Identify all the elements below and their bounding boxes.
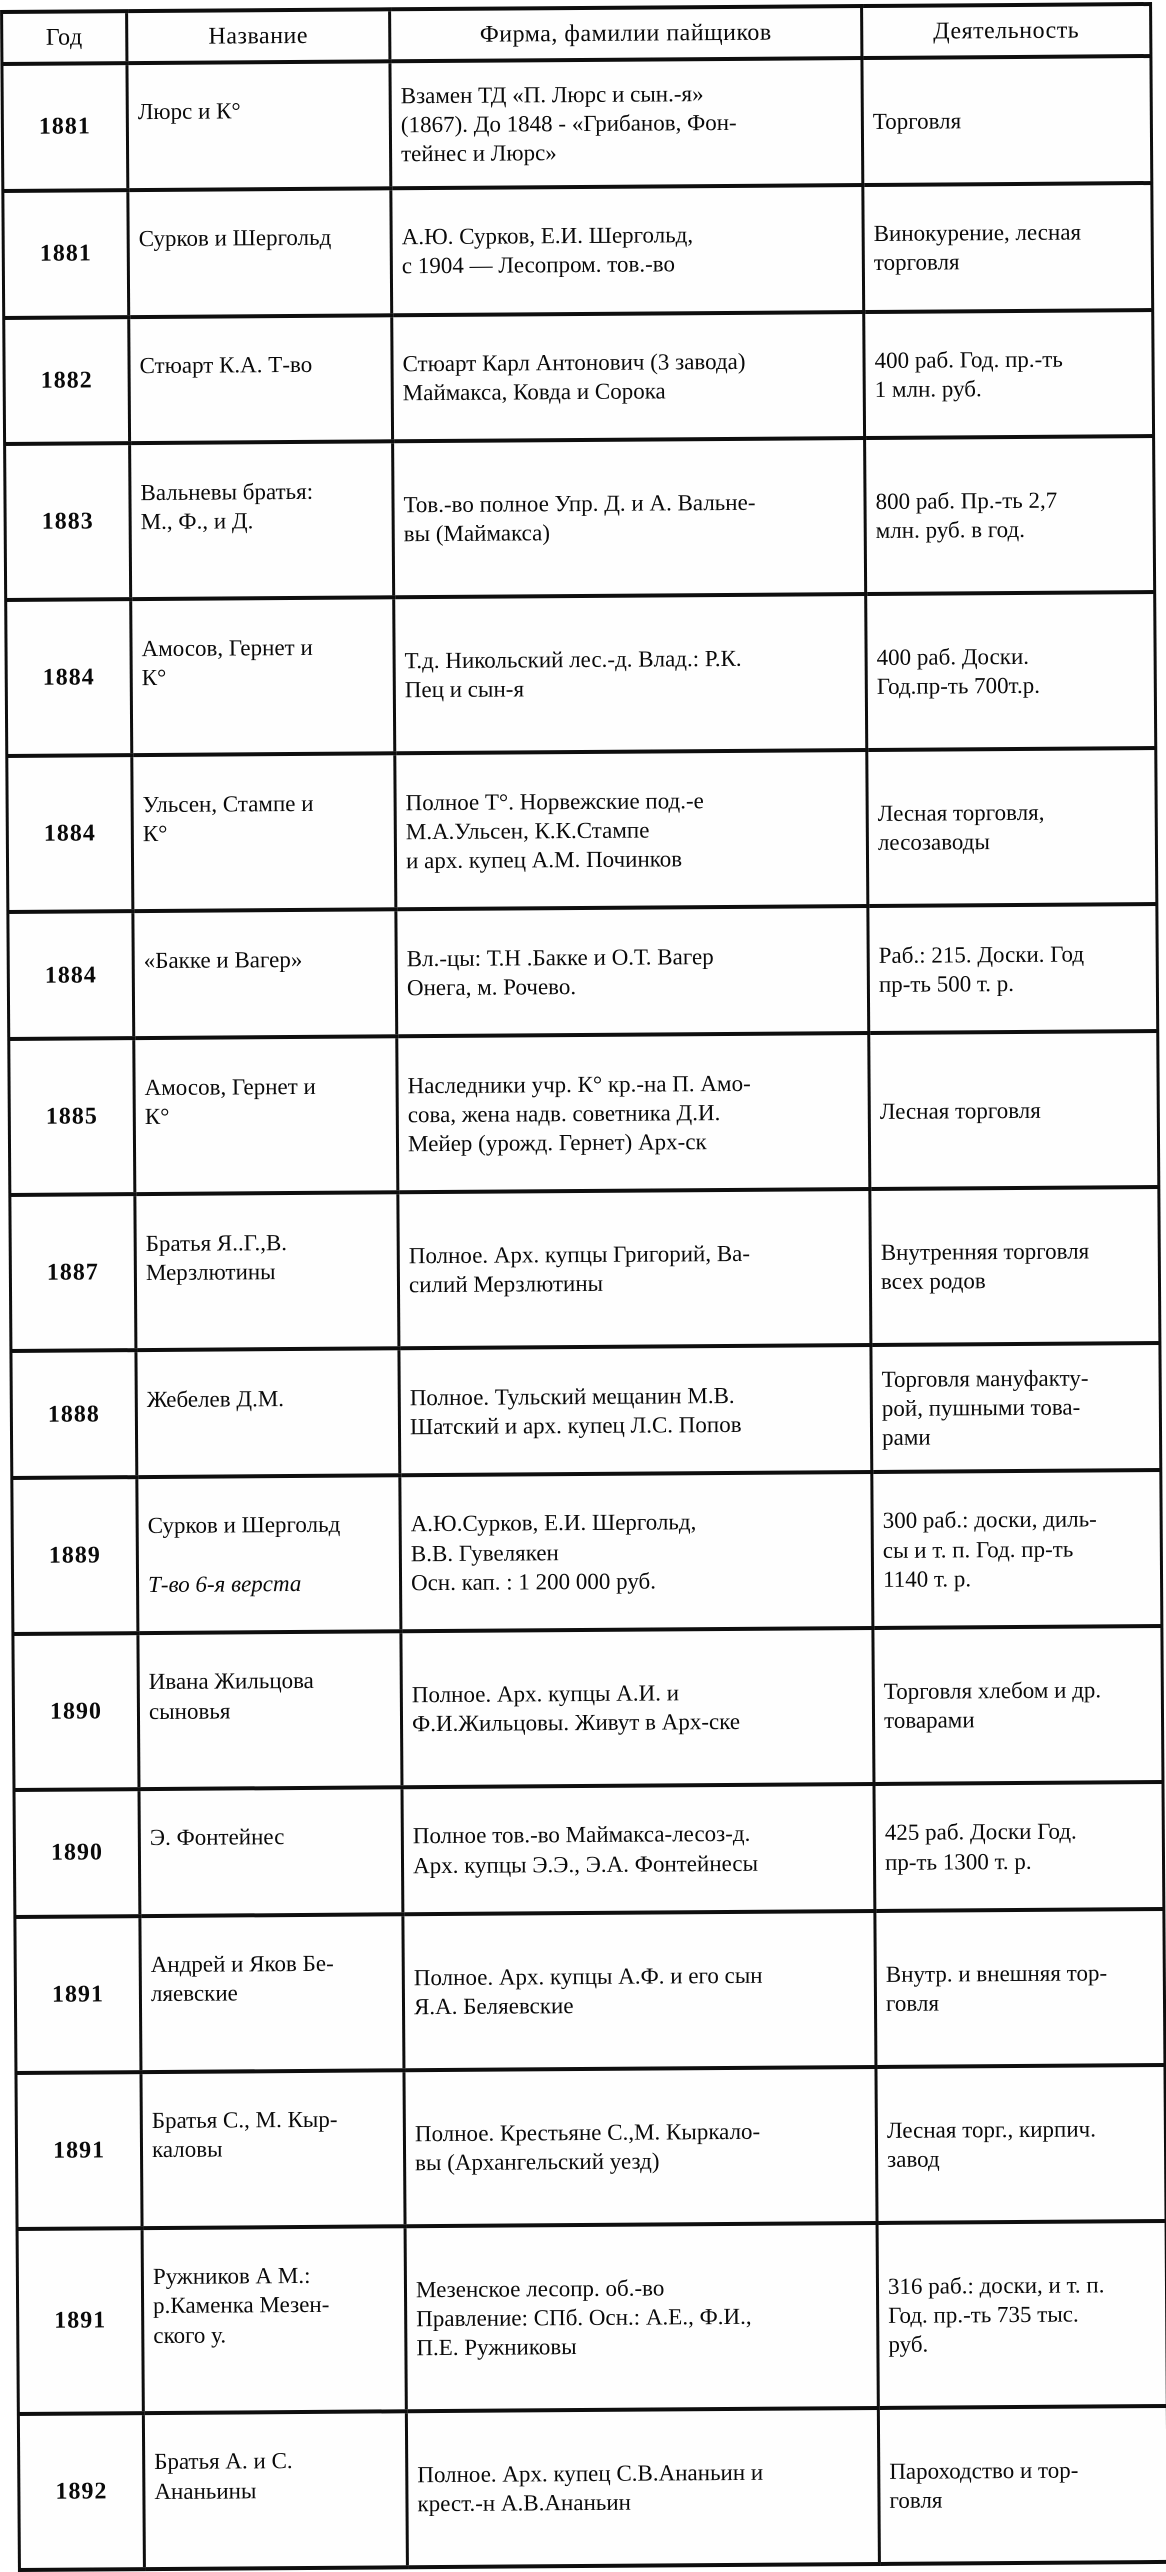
cell-year: 1887 xyxy=(10,1194,136,1351)
company-name: Ивана Жильцова сыновья xyxy=(148,1668,314,1724)
table-row xyxy=(6,592,1156,756)
company-name: Ружников А М.: р.Каменка Мезен- ского у. xyxy=(152,2263,330,2348)
cell-firm: Т.д. Никольский лес.-д. Влад.: Р.К. Пец и сын-я xyxy=(394,594,867,753)
cell-activity: Внутренняя торговля всех родов xyxy=(870,1187,1160,1345)
table-row xyxy=(7,748,1157,912)
cell-firm: Взамен ТД «П. Люрс и сын.-я» (1867). До 1848 - «Грибанов, Фон- тейнес и Люрс» xyxy=(390,58,863,188)
cell-activity: Раб.: 215. Доски. Год пр-ть 500 т. р. xyxy=(868,904,1158,1033)
company-name: «Бакке и Вагер» xyxy=(143,946,303,973)
table-row xyxy=(16,2065,1166,2229)
table-row xyxy=(10,1187,1160,1351)
cell-year: 1892 xyxy=(18,2413,144,2570)
table-row xyxy=(13,1626,1163,1790)
cell-activity: Лесная торговля, лесозаводы xyxy=(867,748,1157,906)
table-row xyxy=(17,2221,1166,2414)
company-name: Жебелев Д.М. xyxy=(146,1385,285,1412)
cell-year: 1891 xyxy=(17,2228,143,2414)
table-row xyxy=(18,2406,1166,2570)
company-name: Амосов, Гернет и К° xyxy=(144,1073,316,1129)
cell-name xyxy=(133,910,397,1039)
cell-firm: А.Ю.Сурков, Е.И. Шергольд, В.В. Гувелякен Осн. кап. : 1 200 000 руб. xyxy=(400,1472,873,1631)
cell-activity: 425 раб. Доски Год. пр-ть 1300 т. р. xyxy=(874,1782,1164,1911)
cell-name xyxy=(143,2411,407,2569)
company-name: Андрей и Яков Бе- ляевские xyxy=(150,1950,334,2007)
cell-year: 1889 xyxy=(12,1477,138,1634)
cell-name xyxy=(134,1037,398,1195)
cell-name xyxy=(139,1787,403,1916)
cell-firm: Полное. Тульский мещанин М.В. Шатский и арх. купец Л.С. Попов xyxy=(399,1345,872,1475)
company-name-note: Т-во 6-я верста xyxy=(147,1570,302,1597)
cell-activity: Торговля xyxy=(862,56,1152,185)
cell-activity: Лесная торг., кирпич. завод xyxy=(876,2065,1166,2223)
cell-activity: 400 раб. Год. пр.-ть 1 млн. руб. xyxy=(864,310,1154,439)
cell-year: 1884 xyxy=(6,600,132,757)
cell-activity: 800 раб. Пр.-ть 2,7 млн. руб. в год. xyxy=(865,436,1155,594)
cell-name xyxy=(137,1475,401,1633)
cell-name xyxy=(130,442,394,600)
cell-activity: 300 раб.: доски, диль- сы и т. п. Год. пр-ть 1140 т. р. xyxy=(872,1470,1162,1628)
col-header-name: Название xyxy=(127,9,390,63)
company-name: Братья Я..Г.,В. Мерзлютины xyxy=(145,1229,288,1285)
table-row xyxy=(14,1782,1164,1917)
cell-name xyxy=(127,61,391,190)
company-name: Люрс и К° xyxy=(137,98,241,125)
cell-year: 1882 xyxy=(4,317,130,445)
company-name: Вальневы братья: М., Ф., и Д. xyxy=(140,478,314,534)
cell-firm: Тов.-во полное Упр. Д. и А. Вальне- вы (Маймакса) xyxy=(393,438,866,597)
cell-year: 1884 xyxy=(8,912,134,1040)
cell-year: 1890 xyxy=(14,1789,140,1917)
cell-name xyxy=(138,1631,402,1789)
table-row xyxy=(8,904,1158,1039)
cell-name xyxy=(131,598,395,756)
company-name: Братья А. и С. Ананьины xyxy=(154,2448,293,2504)
table-row xyxy=(15,1909,1165,2073)
cell-activity: Торговля хлебом и др. товарами xyxy=(873,1626,1163,1784)
cell-activity: 400 раб. Доски. Год.пр-ть 700т.р. xyxy=(866,592,1156,750)
cell-firm: Полное Т°. Норвежские под.-е М.А.Ульсен, К.К.Стампе и арх. купец А.М. Починков xyxy=(395,750,868,909)
cell-year: 1881 xyxy=(2,63,128,191)
cell-name xyxy=(135,1193,399,1351)
company-name: Ульсен, Стампе и К° xyxy=(142,790,314,846)
header-row xyxy=(2,4,1151,64)
cell-firm: Полное. Крестьяне С.,М. Кыркало- вы (Архангельский уезд) xyxy=(404,2067,877,2226)
col-header-activity: Деятельность xyxy=(862,4,1151,58)
cell-activity: Лесная торговля xyxy=(869,1031,1159,1189)
cell-firm: Полное. Арх. купцы Григорий, Ва- силий Мерзлютины xyxy=(398,1189,871,1348)
scanned-page xyxy=(0,2,1166,2572)
cell-year: 1888 xyxy=(11,1350,137,1478)
cell-firm: Полное. Арх. купцы А.И. и Ф.И.Жильцовы. Живут в Арх-ске xyxy=(401,1628,874,1787)
table-row xyxy=(11,1343,1161,1478)
cell-firm: Мезенское лесопр. об.-во Правление: СПб. Осн.: А.Е., Ф.И., П.Е. Ружниковы xyxy=(405,2223,878,2412)
table-body xyxy=(2,56,1166,2570)
table-row xyxy=(12,1470,1162,1634)
table-row xyxy=(2,56,1152,191)
cell-firm: Полное тов.-во Маймакса-лесоз-д. Арх. купцы Э.Э., Э.А. Фонтейнесы xyxy=(402,1784,875,1914)
cell-year: 1884 xyxy=(7,756,133,913)
cell-name xyxy=(129,315,393,444)
cell-year: 1885 xyxy=(9,1038,135,1195)
col-header-firm: Фирма, фамилии пайщиков xyxy=(390,6,862,61)
cell-name xyxy=(128,188,392,317)
cell-firm: Полное. Арх. купец С.В.Ананьин и крест.-н А.В.Ананьин xyxy=(406,2408,879,2567)
cell-name xyxy=(141,2070,405,2228)
company-name: Братья С., М. Кыр- каловы xyxy=(151,2106,338,2163)
company-name: Амосов, Гернет и К° xyxy=(141,634,313,690)
cell-firm: Вл.-цы: Т.Н .Бакке и О.Т. Вагер Онега, м. Рочево. xyxy=(396,906,869,1036)
table-row xyxy=(5,436,1155,600)
table-row xyxy=(4,310,1154,445)
cell-firm: Полное. Арх. купцы А.Ф. и его сын Я.А. Беляевские xyxy=(403,1911,876,2070)
cell-firm: Стюарт Карл Антонович (3 завода) Маймакса, Ковда и Сорока xyxy=(392,312,865,442)
table-row xyxy=(3,183,1153,318)
cell-year: 1891 xyxy=(15,1916,141,2073)
companies-table xyxy=(0,2,1166,2572)
company-name: Сурков и Шергольд xyxy=(138,224,332,252)
col-header-year: Год xyxy=(2,11,127,64)
cell-activity: 316 раб.: доски, и т. п. Год. пр.-ть 735 тыс. руб. xyxy=(877,2221,1166,2408)
cell-firm: Наследники учр. К° кр.-на П. Амо- сова, жена надв. советника Д.И. Мейер (урожд. Гернет) Арх-ск xyxy=(397,1033,870,1192)
cell-activity: Внутр. и внешняя тор- говля xyxy=(875,1909,1165,2067)
cell-activity: Пароходство и тор- говля xyxy=(878,2406,1166,2564)
cell-year: 1881 xyxy=(3,190,129,318)
cell-name xyxy=(132,754,396,912)
company-name: Сурков и Шергольд xyxy=(147,1512,341,1539)
cell-year: 1883 xyxy=(5,444,131,601)
table-row xyxy=(9,1031,1159,1195)
cell-activity: Торговля мануфакту- рой, пушными това- рами xyxy=(871,1343,1161,1472)
cell-name xyxy=(136,1349,400,1478)
cell-activity: Винокурение, лесная торговля xyxy=(863,183,1153,312)
cell-name xyxy=(142,2226,406,2413)
company-name: Стюарт К.А. Т-во xyxy=(139,351,313,378)
cell-firm: А.Ю. Сурков, Е.И. Шергольд, с 1904 — Лесопром. тов.-во xyxy=(391,185,864,315)
cell-year: 1890 xyxy=(13,1633,139,1790)
cell-name xyxy=(140,1914,404,2072)
cell-year: 1891 xyxy=(16,2072,142,2229)
company-name: Э. Фонтейнес xyxy=(149,1824,285,1851)
